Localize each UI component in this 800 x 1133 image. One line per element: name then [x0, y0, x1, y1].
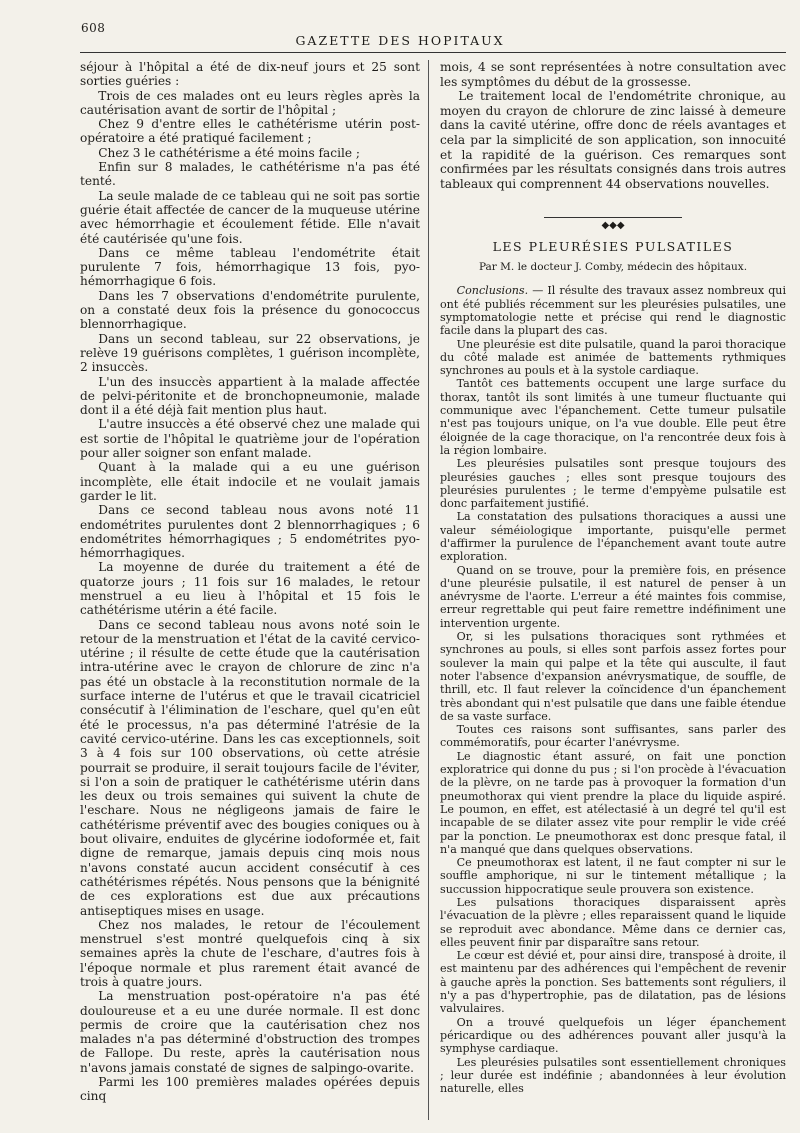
left-column	[80, 60, 420, 1120]
ornament-line	[544, 217, 682, 218]
conclusions-paragraph	[440, 284, 786, 337]
article-byline: Par M. le docteur J. Comby, médecin des hôpitaux.	[478, 261, 748, 274]
paragraph: mois, 4 se sont représentées à notre consultation avec les symptômes du début de la grossesse.	[440, 60, 786, 89]
paragraph: Quant à la malade qui a eu une guérison incomplète, elle était indocile et ne voulait jamais garder le lit.	[80, 460, 420, 503]
paragraph: L'autre insuccès a été observé chez une malade qui est sortie de l'hôpital le quatrième jour de l'opération pour aller soigner son enfant malade.	[80, 417, 420, 461]
running-title: GAZETTE DES HOPITAUX	[295, 33, 505, 48]
paragraph: La constatation des pulsations thoraciques a aussi une valeur séméiologique importante, puisqu'elle permet d'affirmer la purulence de l'épanchement avant toute autre exploration.	[440, 510, 786, 564]
right-column-continuation	[440, 60, 786, 191]
paragraph: Dans ce second tableau nous avons noté 11 endométrites purulentes dont 2 blennorrhagiques ; 6 endométrites hémorrhagiques ; 5 endométrites pyo-hémorrhagiques.	[80, 503, 420, 561]
paragraph: Les pleurésies pulsatiles sont essentiellement chroniques ; leur durée est indéfinie ; abandonnées à leur évolution naturelle, elles	[440, 1055, 786, 1096]
header-rule	[80, 52, 786, 53]
paragraph: La moyenne de durée du traitement a été de quatorze jours ; 11 fois sur 16 malades, le retour menstruel a eu lieu à l'hôpital et 15 fois le cathétérisme utérin a été facile.	[80, 560, 420, 618]
section-ornament	[440, 213, 786, 232]
paragraph: Enfin sur 8 malades, le cathétérisme n'a pas été tenté.	[80, 160, 420, 189]
paragraph: Parmi les 100 premières malades opérées depuis cinq	[80, 1075, 420, 1104]
paragraph: Ce pneumothorax est latent, il ne faut compter ni sur le souffle amphorique, ni sur le tintement métallique ; la succussion hippocratique seule prouvera son existence.	[440, 856, 786, 896]
paragraph: Dans ce même tableau l'endométrite était purulente 7 fois, hémorrhagique 13 fois, pyo-hémorrhagique 6 fois.	[80, 245, 420, 289]
paragraph: Les pulsations thoraciques disparaissent après l'évacuation de la plèvre ; elles reparaissent quand le liquide se reproduit avec abondance. Même dans ce dernier cas, elles peuvent finir par disparaître sans retour.	[440, 896, 786, 949]
paragraph: Le diagnostic étant assuré, on fait une ponction exploratrice qui donne du pus ; si l'on procède à l'évacuation de la plèvre, on ne tarde pas à provoquer la formation d'un pneumothorax qui vient prendre la place du liquide aspiré. Le poumon, en effet, est atélectasié à un degré tel qu'il est incapable de se dilater assez vite pour remplir le vide créé par la ponction. Le pneumothorax est donc presque fatal, il n'a manqué que dans quelques observations.	[440, 749, 786, 856]
paragraph: Chez 9 d'entre elles le cathétérisme utérin post-opératoire a été pratiqué facilement ;	[80, 117, 420, 146]
paragraph: Dans un second tableau, sur 22 observations, je relève 19 guérisons complètes, 1 guérison incomplète, 2 insuccès.	[80, 331, 420, 375]
paragraph: Le cœur est dévié et, pour ainsi dire, transposé à droite, il est maintenu par des adhérences qui l'empêchent de revenir à gauche après la ponction. Ses battements sont réguliers, il n'y a pas d'hypertrophie, pas de dilatation, pas de lésions valvulaires.	[440, 949, 786, 1016]
paragraph: Chez 3 le cathétérisme a été moins facile ;	[98, 145, 360, 160]
paragraph: Dans ce second tableau nous avons noté soin le retour de la menstruation et l'état de la cavité cervico-utérine ; il résulte de cette étude que la cautérisation intra-utérine avec le crayon de chlorure de zinc n'a pas été un obstacle à la reconstitution normale de la surface interne de l'utérus et que le travail cicatriciel consécutif à l'élimination de l'eschare, quel qu'en eût été le processus, n'a pas déterminé l'atrésie de la cavité cervico-utérine. Dans les cas exceptionnels, soit 3 à 4 fois sur 100 observations, où cette atrésie pourrait se produire, il serait toujours facile de l'éviter, si l'on a soin de pratiquer le cathétérisme utérin dans les deux ou trois semaines qui suivent la chute de l'eschare. Nous ne négligeons jamais de faire le cathétérisme préventif avec des bougies coniques ou à bout olivaire, enduites de glycérine iodoformée et, fait digne de remarque, jamais depuis cinq mois nous n'avons constaté aucun accident consécutif à ces cathétérismes répétés. Nous pensons que la bénignité de ces explorations est due aux précautions antiseptiques mises en usage.	[80, 617, 420, 918]
conclusions-text: — Il résulte des travaux assez nombreux qui ont été publiés récemment sur les pleurésies pulsatiles, une symptomatologie nette et précise qui rend le diagnostic facile dans la plupart des cas.	[440, 284, 786, 338]
column-divider	[428, 60, 429, 1120]
paragraph: On a trouvé quelquefois un léger épanchement péricardique ou des adhérences pouvant aller jusqu'à la symphyse cardiaque.	[440, 1015, 786, 1056]
paragraph: Quand on se trouve, pour la première fois, en présence d'une pleurésie pulsatile, il est naturel de penser à un anévrysme de l'aorte. L'erreur a été maintes fois commise, erreur regrettable qui peut faire remettre indéfiniment une intervention urgente.	[440, 563, 786, 630]
paragraph: Or, si les pulsations thoraciques sont rythmées et synchrones au pouls, si elles sont parfois assez fortes pour soulever la main qui palpe et la tête qui ausculte, il faut noter l'absence d'expansion anévrysmatique, de souffle, de thrill, etc. Il faut relever la coïncidence d'un épanchement très abondant qui n'est pulsatile que dans une faible étendue de sa vaste surface.	[440, 630, 786, 723]
ornament-diamond-icon: ◆◆◆	[595, 222, 630, 230]
page-number: 608	[81, 21, 106, 35]
paragraph: séjour à l'hôpital a été de dix-neuf jours et 25 sont sorties guéries :	[80, 60, 420, 89]
paragraph: Les pleurésies pulsatiles sont presque toujours des pleurésies gauches ; elles sont presque toujours des pleurésies purulentes ; le terme d'empyème pulsatile est donc parfaitement justifié.	[440, 457, 786, 511]
paragraph: La seule malade de ce tableau qui ne soit pas sortie guérie était affectée de cancer de la muqueuse utérine avec hémorrhagie et écoulement fétide. Elle n'avait été cautérisée qu'une fois.	[80, 188, 420, 246]
paragraph: Dans les 7 observations d'endométrite purulente, on a constaté deux fois la présence du gonococcus blennorrhagique.	[80, 288, 420, 332]
paragraph: L'un des insuccès appartient à la malade affectée de pelvi-péritonite et de bronchopneumonie, malade dont il a été déjà fait mention plus haut.	[80, 374, 420, 418]
right-column	[440, 60, 786, 1120]
paragraph: Trois de ces malades ont eu leurs règles après la cautérisation avant de sortir de l'hôpital ;	[80, 88, 420, 117]
article-body	[440, 284, 786, 1095]
paragraph: Une pleurésie est dite pulsatile, quand la paroi thoracique du côté malade est animée de battements rythmiques synchrones au pouls et à la systole cardiaque.	[440, 337, 786, 378]
paragraph: La menstruation post-opératoire n'a pas été douloureuse et a eu une durée normale. Il est donc permis de croire que la cautérisation chez nos malades n'a pas déterminé d'obstruction des trompes de Fallope. Du reste, après la cautérisation nous n'avons jamais constaté de signes de salpingo-ovarite.	[80, 989, 420, 1075]
paragraph: Toutes ces raisons sont suffisantes, sans parler des commémoratifs, pour écarter l'anévrysme.	[440, 723, 786, 750]
article-title: LES PLEURÉSIES PULSATILES	[492, 239, 734, 255]
paragraph: Le traitement local de l'endométrite chronique, au moyen du crayon de chlorure de zinc laissé à demeure dans la cavité utérine, offre donc de réels avantages et cela par la simplicité de son application, son innocuité et la rapidité de la guérison. Ces remarques sont confirmées par les résultats consignés dans trois autres tableaux qui comprennent 44 observations nouvelles.	[440, 89, 786, 191]
paragraph: Chez nos malades, le retour de l'écoulement menstruel s'est montré quelquefois cinq à six semaines après la chute de l'eschare, d'autres fois à l'époque normale et plus rarement était avancé de trois à quatre jours.	[80, 917, 420, 989]
conclusions-label: Conclusions.	[456, 284, 529, 298]
paragraph: Tantôt ces battements occupent une large surface du thorax, tantôt ils sont limités à une tumeur fluctuante qui communique avec l'épanchement. Cette tumeur pulsatile n'est pas toujours unique, on l'a vue double. Elle peut être éloignée de la cage thoracique, on l'a rencontrée deux fois à la région lombaire.	[440, 377, 786, 457]
